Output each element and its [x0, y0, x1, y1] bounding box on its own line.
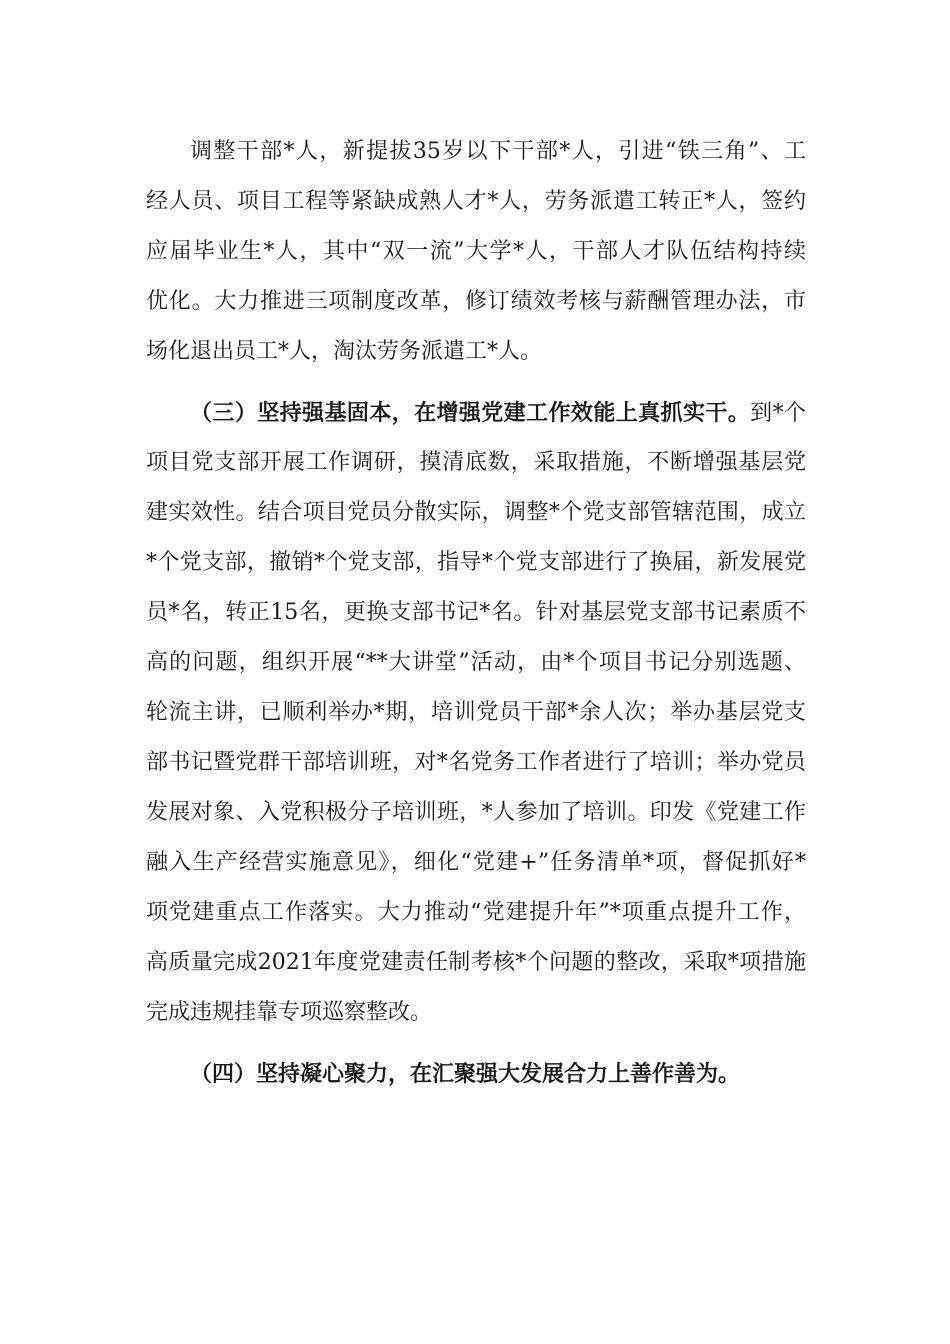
paragraph-line: 优化。大力推进三项制度改革，修订绩效考核与薪酬管理办法，市: [146, 289, 806, 314]
paragraph-line: 完成违规挂靠专项巡察整改。: [146, 1000, 433, 1025]
paragraph-line: 经人员、项目工程等紧缺成熟人才*人，劳务派遣工转正*人，签约: [146, 189, 806, 214]
paragraph-line: 场化退出员工*人，淘汰劳务派遣工*人。: [146, 339, 543, 364]
paragraph-line: 融入生产经营实施意见》，细化“党建+”任务清单*项，督促抓好*: [146, 850, 806, 875]
section-heading-line: [190, 388, 806, 438]
paragraph-text: 到*个: [750, 401, 806, 426]
paragraph-line: 调整干部*人，新提拔35岁以下干部*人，引进“铁三角”、工: [190, 139, 806, 164]
paragraph-line: 项目党支部开展工作调研，摸清底数，采取措施，不断增强基层党: [146, 450, 806, 475]
paragraph-line: *个党支部，撤销*个党支部，指导*个党支部进行了换届，新发展党: [146, 550, 806, 575]
paragraph-line: 建实效性。结合项目党员分散实际，调整*个党支部管辖范围，成立: [146, 500, 806, 525]
section-heading: （三）坚持强基固本，在增强党建工作效能上真抓实干。: [190, 400, 751, 426]
section-heading: （四）坚持凝心聚力，在汇聚强大发展合力上善作善为。: [190, 1061, 741, 1087]
paragraph-line: 部书记暨党群干部培训班，对*名党务工作者进行了培训；举办党员: [146, 750, 806, 775]
paragraph-line: 员*名，转正15名，更换支部书记*名。针对基层党支部书记素质不: [146, 600, 806, 625]
paragraph-line: 高质量完成2021年度党建责任制考核*个问题的整改，采取*项措施: [146, 950, 806, 975]
paragraph-line: 轮流主讲，已顺利举办*期，培训党员干部*余人次；举办基层党支: [146, 700, 806, 725]
paragraph-line: 高的问题，组织开展“**大讲堂”活动，由*个项目书记分别选题、: [146, 650, 806, 675]
paragraph-line: 发展对象、入党积极分子培训班，*人参加了培训。印发《党建工作: [146, 800, 806, 825]
paragraph-line: 项党建重点工作落实。大力推动“党建提升年”*项重点提升工作，: [146, 900, 806, 925]
paragraph-line: 应届毕业生*人，其中“双一流”大学*人，干部人才队伍结构持续: [146, 239, 806, 264]
